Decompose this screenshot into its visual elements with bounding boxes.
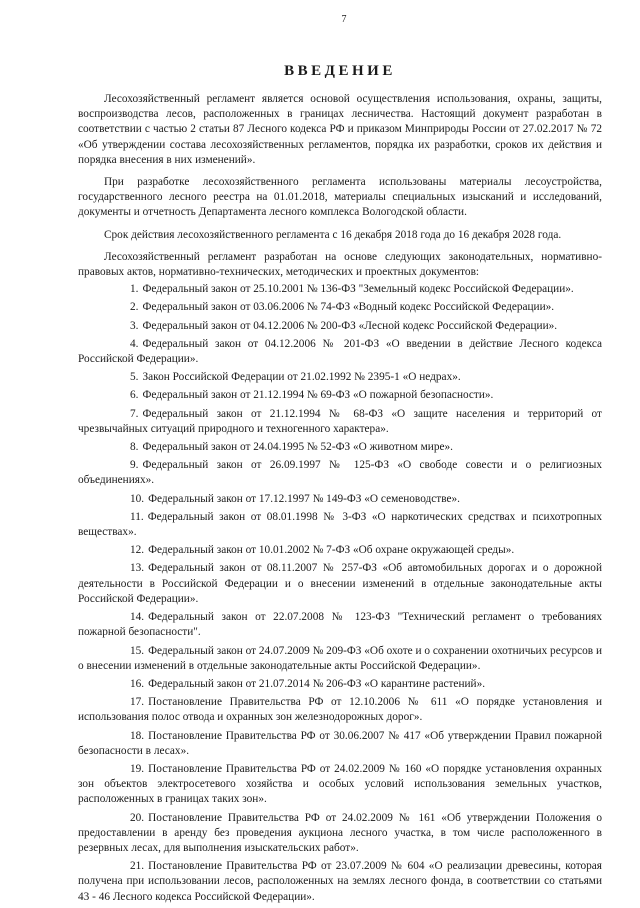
basis-paragraph: Лесохозяйственный регламент разработан на основе следующих законодательных, нормативно-правовых актов, нормативно-технических, методических и проектных документов: <box>78 250 602 279</box>
list-item-text: Федеральный закон от 03.06.2006 № 74-ФЗ «Водный кодекс Российской Федерации». <box>142 301 555 314</box>
list-item-text: Федеральный закон от 08.01.1998 № 3-ФЗ «О наркотических средствах и психотропных веществах». <box>78 510 602 539</box>
list-item-number: 13. <box>130 562 145 575</box>
list-item-text: Постановление Правительства РФ от 30.06.2007 № 417 «Об утверждении Правил пожарной безопасности в лесах». <box>78 729 602 757</box>
list-item-text: Федеральный закон от 22.07.2008 № 123-ФЗ "Технический регламент о требованиях пожарной безопасности". <box>78 611 602 639</box>
list-item-number: 12. <box>130 544 145 557</box>
list-item <box>78 543 602 558</box>
list-item-number: 19. <box>130 762 145 775</box>
validity-paragraph: Срок действия лесохозяйственного регламента с 16 декабря 2018 года до 16 декабря 2028 года. <box>104 228 562 241</box>
page-number: 7 <box>341 14 347 25</box>
list-item-text: Федеральный закон от 25.10.2001 № 136-ФЗ "Земельный кодекс Российской Федерации». <box>142 283 574 296</box>
list-item-text: Федеральный закон от 21.12.1994 № 68-ФЗ «О защите населения и территорий от чрезвычайных ситуаций природного и техногенного характера». <box>78 407 602 435</box>
list-item <box>78 610 602 640</box>
list-item-text: Закон Российской Федерации от 21.02.1992 № 2395-1 «О недрах». <box>142 371 461 384</box>
materials-paragraph: При разработке лесохозяйственного регламента использованы материалы лесоустройства, государственного лесного реестра на 01.01.2018, материалы специальных изысканий и исследований, документы и отчетность Департамента лесного комплекса Вологодской области. <box>78 176 602 219</box>
list-item-number: 7. <box>130 407 139 420</box>
section-title: ВВЕДЕНИЕ <box>284 63 396 79</box>
list-item-text: Федеральный закон от 10.01.2002 № 7-ФЗ «Об охране окружающей среды». <box>148 544 515 557</box>
list-item-text: Федеральный закон от 24.04.1995 № 52-ФЗ «О животном мире». <box>142 441 453 454</box>
list-item-text: Федеральный закон от 24.07.2009 № 209-ФЗ «Об охоте и о сохранении охотничьих ресурсов и о внесении изменений в отдельные законодательные акты Российской Федерации». <box>78 644 603 672</box>
list-item-text: Постановление Правительства РФ от 12.10.2006 № 611 «О порядке установления и использования полос отвода и охранных зон железнодорожных дорог». <box>78 696 602 724</box>
legal-acts-list <box>78 282 602 905</box>
list-item-number: 1. <box>130 283 139 296</box>
list-item <box>78 388 602 403</box>
list-item-number: 8. <box>130 441 139 454</box>
list-item-text: Федеральный закон от 08.11.2007 № 257-ФЗ «Об автомобильных дорогах и о дорожной деятельности в Российской Федерации и о внесении изменений в отдельные законодательные акты Российской Федерации». <box>78 562 602 605</box>
list-item <box>78 300 602 315</box>
list-item-number: 20. <box>130 811 145 824</box>
list-item <box>78 370 602 385</box>
list-item-text: Федеральный закон от 26.09.1997 № 125-ФЗ «О свободе совести и о религиозных объединениях». <box>78 459 602 487</box>
list-item <box>78 677 602 692</box>
list-item <box>78 440 602 455</box>
list-item <box>78 811 602 857</box>
document-page <box>78 14 602 908</box>
list-item-text: Постановление Правительства РФ от 23.07.2009 № 604 «О реализации древесины, которая получена при использовании лесов, расположенных на землях лесного фонда, в соответствии со статьями 43 - 46 Лесного кодекса Российской Федерации». <box>78 860 602 903</box>
list-item <box>78 337 602 367</box>
list-item <box>78 695 602 725</box>
list-item-number: 15. <box>130 644 145 657</box>
list-item-number: 21. <box>130 860 145 873</box>
list-item <box>78 510 602 540</box>
list-item-text: Постановление Правительства РФ от 24.02.2009 № 161 «Об утверждении Положения о предоставлении в аренду без проведения аукциона лесного участка, в том числе расположенного в резервных лесах, для выполнения изыскательских работ». <box>78 811 602 854</box>
list-item-text: Федеральный закон от 04.12.2006 № 200-ФЗ «Лесной кодекс Российской Федерации». <box>142 319 558 332</box>
list-item-text: Федеральный закон от 21.12.1994 № 69-ФЗ «О пожарной безопасности». <box>142 389 494 402</box>
list-item <box>78 859 602 905</box>
list-item-number: 2. <box>130 301 139 314</box>
list-item <box>78 762 602 808</box>
list-item-number: 4. <box>130 337 139 350</box>
list-item <box>78 644 602 674</box>
list-item-number: 9. <box>130 459 139 472</box>
list-item-number: 6. <box>130 389 139 402</box>
list-item-number: 18. <box>130 729 145 742</box>
list-item-number: 14. <box>130 611 145 624</box>
list-item-text: Постановление Правительства РФ от 24.02.2009 № 160 «О порядке установления охранных зон объектов электросетевого хозяйства и особых условий использования земельных участков, расположенных в границах таких зон». <box>78 762 602 806</box>
list-item <box>78 319 602 334</box>
intro-paragraph: Лесохозяйственный регламент является основой осуществления использования, охраны, защиты, воспроизводства лесов, расположенных в границах лесничества. Настоящий документ разработан в соответствии с частью 2 статьи 87 Лесного кодекса РФ и приказом Минприроды России от 27.02.2017 № 72 «Об утверждении состава лесохозяйственных регламентов, порядка их разработки, сроков их действия и порядка внесения в них изменений». <box>78 93 602 166</box>
list-item-number: 17. <box>130 696 145 709</box>
list-item-text: Федеральный закон от 21.07.2014 № 206-ФЗ «О карантине растений». <box>148 677 486 690</box>
list-item <box>78 407 602 437</box>
list-item-number: 11. <box>130 510 144 523</box>
list-item-number: 3. <box>130 319 139 332</box>
list-item-number: 5. <box>130 371 139 384</box>
list-item <box>78 561 602 607</box>
list-item-text: Федеральный закон от 04.12.2006 № 201-ФЗ «О введении в действие Лесного кодекса Российской Федерации». <box>78 337 602 366</box>
list-item <box>78 282 602 297</box>
list-item-text: Федеральный закон от 17.12.1997 № 149-ФЗ «О семеноводстве». <box>148 492 460 505</box>
list-item <box>78 492 602 507</box>
list-item-number: 16. <box>130 677 145 690</box>
list-item-number: 10. <box>130 492 145 505</box>
list-item <box>78 729 602 759</box>
list-item <box>78 458 602 488</box>
